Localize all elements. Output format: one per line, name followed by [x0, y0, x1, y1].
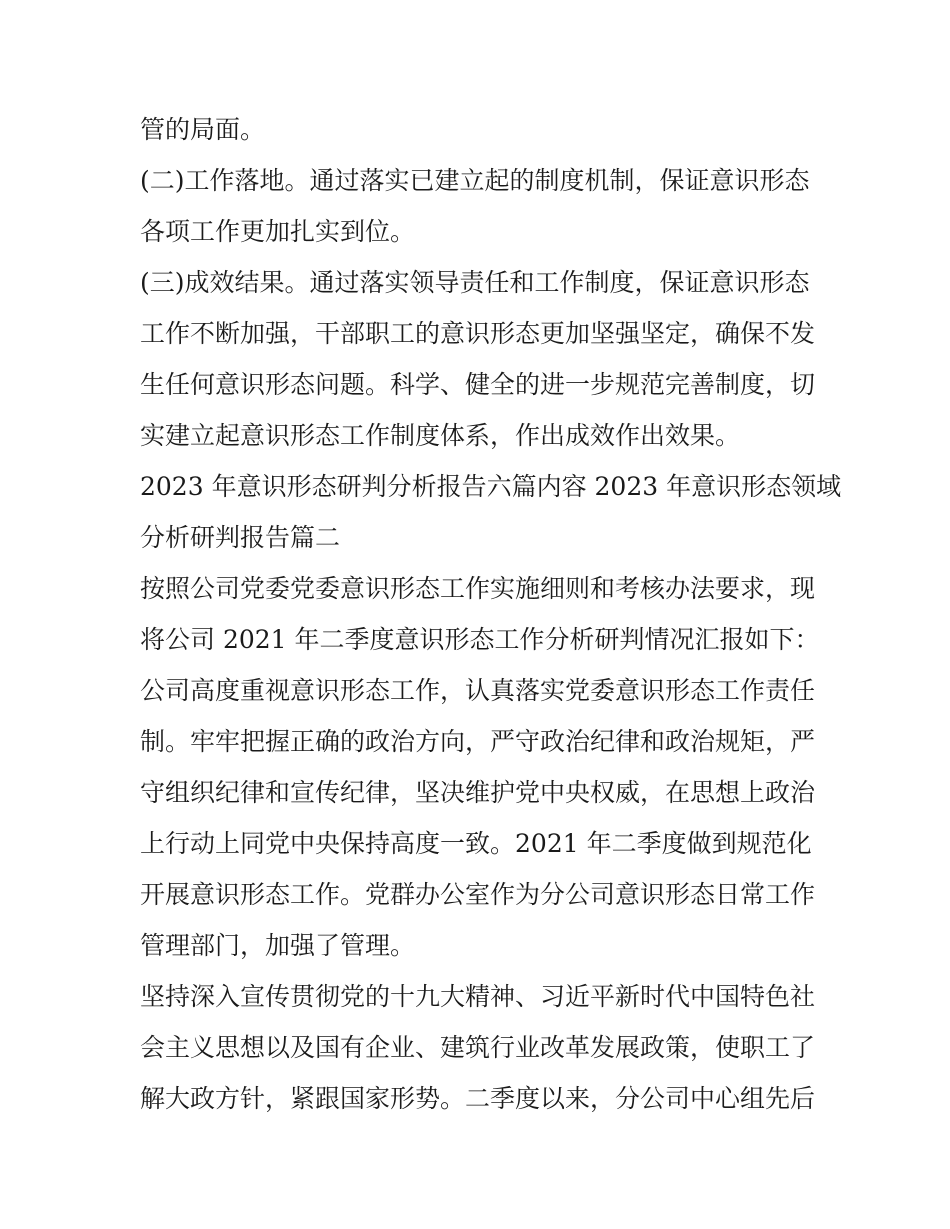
- text-line: 上行动上同党中央保持高度一致。2021 年二季度做到规范化: [140, 829, 812, 858]
- text-line: 会主义思想以及国有企业、建筑行业改革发展政策，使职工了: [140, 1033, 816, 1062]
- text-line: 公司高度重视意识形态工作，认真落实党委意识形态工作责任: [140, 676, 816, 705]
- text-line: 各项工作更加扎实到位。: [140, 217, 416, 246]
- text-line: 工作不断加强，干部职工的意识形态更加坚强坚定，确保不发: [140, 319, 816, 348]
- text-line: 将公司 2021 年二季度意识形态工作分析研判情况汇报如下：: [140, 625, 820, 654]
- section-heading-line: 分析研判报告篇二: [140, 523, 341, 552]
- text-line: 实建立起意识形态工作制度体系，作出成效作出效果。: [140, 421, 741, 450]
- text-line: 制。牢牢把握正确的政治方向，严守政治纪律和政治规矩，严: [140, 727, 816, 756]
- text-line: (三)成效结果。通过落实领导责任和工作制度，保证意识形态: [140, 268, 810, 297]
- text-line: 开展意识形态工作。党群办公室作为分公司意识形态日常工作: [140, 880, 816, 909]
- text-line: 按照公司党委党委意识形态工作实施细则和考核办法要求，现: [140, 574, 816, 603]
- text-line: (二)工作落地。通过落实已建立起的制度机制，保证意识形态: [140, 166, 810, 195]
- text-line: 管理部门，加强了管理。: [140, 931, 416, 960]
- text-line: 解大政方针，紧跟国家形势。二季度以来，分公司中心组先后: [140, 1084, 816, 1113]
- text-line: 管的局面。: [140, 115, 266, 144]
- text-line: 坚持深入宣传贯彻党的十九大精神、习近平新时代中国特色社: [140, 982, 816, 1011]
- text-line: 生任何意识形态问题。科学、健全的进一步规范完善制度，切: [140, 370, 816, 399]
- text-line: 守组织纪律和宣传纪律，坚决维护党中央权威，在思想上政治: [140, 778, 816, 807]
- section-heading-line: 2023 年意识形态研判分析报告六篇内容 2023 年意识形态领域: [140, 472, 842, 501]
